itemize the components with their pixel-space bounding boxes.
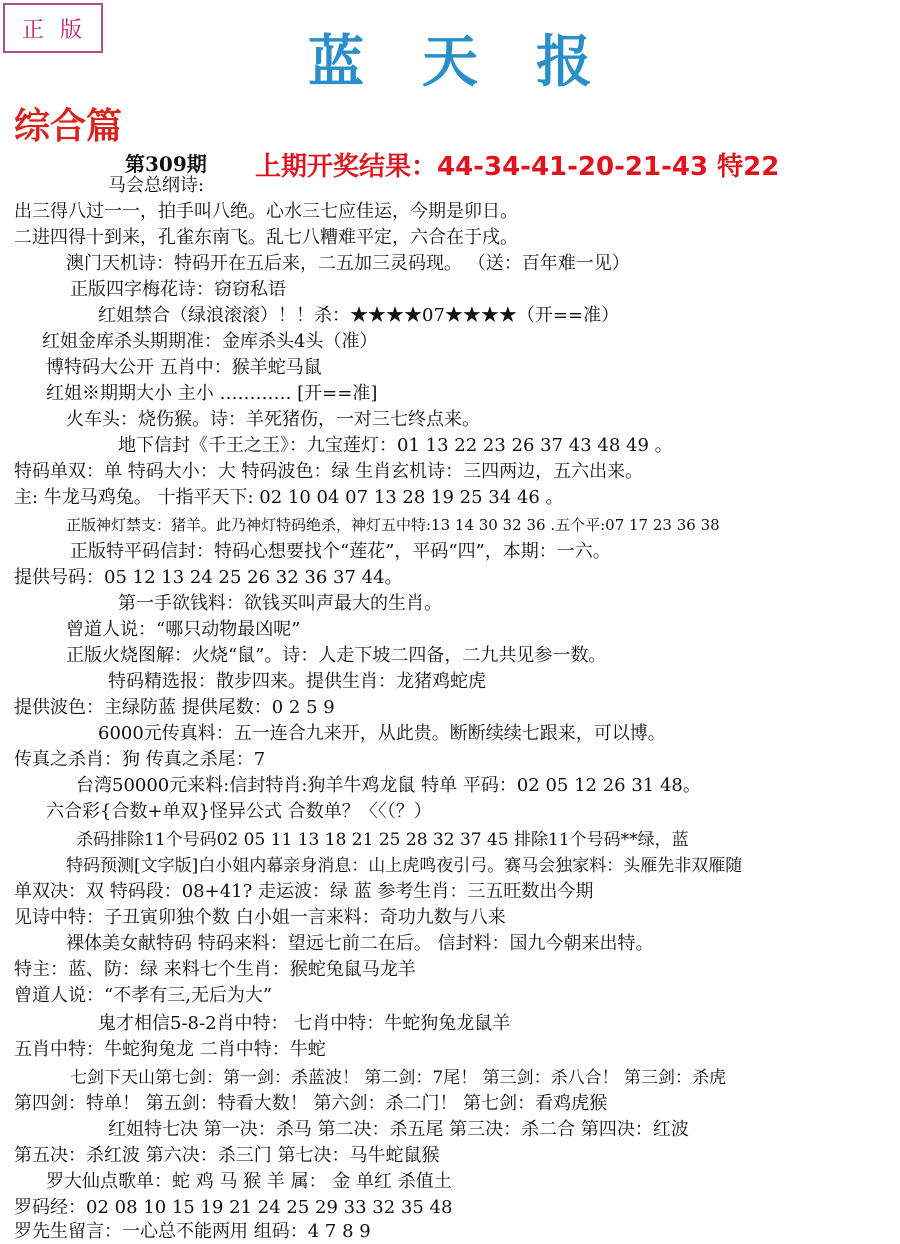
text-line: 提供号码：05 12 13 24 25 26 32 36 37 44。 [14, 567, 403, 588]
text-line: 单双决：双 特码段：08+41? 走运波：绿 蓝 参考生肖：三五旺数出今期 [14, 881, 594, 902]
text-line: 正版火烧图解：火烧“鼠”。诗：人走下坡二四备，二九共见参一数。 [66, 645, 607, 666]
text-line: 地下信封《千王之王》：九宝莲灯：01 13 22 23 26 37 43 48 49 。 [118, 435, 673, 456]
text-line: 鬼才相信5-8-2肖中特： 七肖中特：牛蛇狗兔龙鼠羊 [98, 1013, 511, 1034]
text-line: 特主：蓝、防：绿 来料七个生肖：猴蛇兔鼠马龙羊 [14, 959, 416, 980]
genuine-badge: 正版 [3, 3, 103, 53]
text-line: 火车头：烧伤猴。诗：羊死猪伤，一对三七终点来。 [66, 409, 480, 430]
text-line: 特码精选报：散步四来。提供生肖：龙猪鸡蛇虎 [108, 671, 486, 692]
text-line: 澳门天机诗：特码开在五后来，二五加三灵码现。 （送：百年难一见） [66, 253, 630, 274]
text-line: 罗码经：02 08 10 15 19 21 24 25 29 33 32 35 48 [14, 1197, 453, 1218]
text-line: 传真之杀肖：狗 传真之杀尾：7 [14, 749, 266, 770]
text-line: 罗大仙点歌单：蛇 鸡 马 猴 羊 属： 金 单红 杀值土 [46, 1171, 452, 1192]
section-title: 综合篇 [14, 105, 123, 147]
text-line: 主: 牛龙马鸡兔。 十指平天下: 02 10 04 07 13 28 19 25 34 46 。 [14, 487, 564, 508]
text-line: 裸体美女献特码 特码来料：望远七前二在后。 信封料：国九今朝来出特。 [66, 933, 654, 954]
text-line: 台湾50000元来料:信封特肖:狗羊牛鸡龙鼠 特单 平码：02 05 12 26 31 48。 [76, 775, 701, 796]
text-line: 七剑下天山第七剑：第一剑：杀蓝波！ 第二剑：7尾！ 第三剑：杀八合！ 第三剑：杀虎 [70, 1068, 727, 1088]
text-line: 红姐※期期大小 主小 ………… [开==准] [46, 383, 378, 404]
last-result: 上期开奖结果：44-34-41-20-21-43 特22 [255, 152, 780, 182]
text-line: 6000元传真料：五一连合九来开，从此贵。断断续续七跟来，可以博。 [98, 723, 666, 744]
text-line: 正版特平码信封：特码心想要找个“莲花”，平码“四”，本期：一六。 [70, 541, 611, 562]
text-line: 特码单双：单 特码大小：大 特码波色：绿 生肖玄机诗：三四两边，五六出来。 [14, 461, 644, 482]
text-line: 见诗中特：子丑寅卯独个数 白小姐一言来料：奇功九数与八来 [14, 907, 506, 928]
page-title: 蓝天报 [308, 29, 650, 95]
text-line: 第五决：杀红波 第六决：杀三门 第七决：马牛蛇鼠猴 [14, 1145, 440, 1166]
text-line: 红姐金库杀头期期准：金库杀头4头（准） [42, 331, 378, 352]
issue-number: 第309期 [125, 152, 207, 176]
text-line: 特码预测[文字版]白小姐内幕亲身消息：山上虎鸣夜引弓。赛马会独家料：头雁先非双雁随 [66, 856, 743, 876]
text-line: 罗先生留言：一心总不能两用 组码：4 7 8 9 [14, 1221, 371, 1242]
text-line: 博特码大公开 五肖中：猴羊蛇马鼠 [46, 357, 322, 378]
text-line: 五肖中特：牛蛇狗兔龙 二肖中特：牛蛇 [14, 1039, 326, 1060]
text-line: 出三得八过一一，拍手叫八绝。心水三七应佳运，今期是卯日。 [14, 201, 518, 222]
text-line: 红姐禁合（绿浪滚滚）！！杀：★★★★07★★★★（开==准） [98, 305, 620, 326]
text-line: 第一手欲钱料：欲钱买叫声最大的生肖。 [118, 593, 442, 614]
text-line: 杀码排除11个号码02 05 11 13 18 21 25 28 32 37 45 排除11个号码**绿，蓝 [76, 830, 689, 850]
text-line: 曾道人说：“不孝有三,无后为大” [14, 985, 273, 1006]
text-line: 红姐特七决 第一决：杀马 第二决：杀五尾 第三决：杀二合 第四决：红波 [108, 1119, 689, 1140]
text-line: 第四剑：特单！ 第五剑：特看大数！ 第六剑：杀二门！ 第七剑：看鸡虎猴 [14, 1093, 608, 1114]
text-line: 正版四字梅花诗：窃窃私语 [70, 279, 286, 300]
text-line: 二进四得十到来，孔雀东南飞。乱七八糟难平定，六合在于戌。 [14, 227, 518, 248]
text-line: 马会总纲诗: [108, 175, 205, 196]
text-line: 提供波色：主绿防蓝 提供尾数：0 2 5 9 [14, 697, 335, 718]
text-line: 正版神灯禁支：猪羊。此乃神灯特码绝杀，神灯五中特:13 14 30 32 36 .五个平:07 17 23 36 38 [66, 516, 720, 534]
text-line: 曾道人说：“哪只动物最凶呢” [66, 619, 301, 640]
text-line: 六合彩{合数+单双}怪异公式 合数单？〈〈（？） [46, 801, 432, 822]
